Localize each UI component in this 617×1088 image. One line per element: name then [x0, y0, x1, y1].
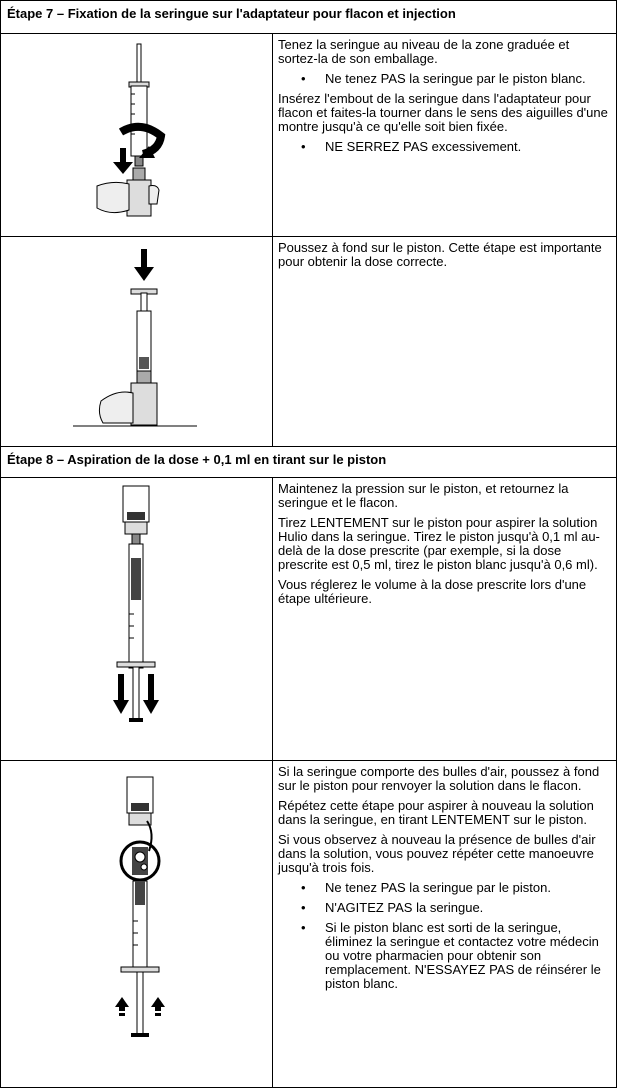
step7-row1-b2: • NE SERREZ PAS excessivement.	[325, 140, 612, 154]
step8-row1-p3: Vous réglerez le volume à la dose prescrite lors d'une étape ultérieure.	[278, 577, 587, 606]
step7-row2-text	[272, 236, 617, 447]
step8-header	[0, 446, 617, 478]
step7-row1-p1: Tenez la seringue au niveau de la zone graduée et sortez-la de son emballage.	[278, 37, 570, 66]
step8-row2-b1: • Ne tenez PAS la seringue par le piston.	[325, 881, 612, 895]
remove-bubbles-illustration	[1, 761, 272, 1087]
step8-row2-p1: Si la seringue comporte des bulles d'air, poussez à fond sur le piston pour renvoyer la solution dans le flacon.	[278, 764, 600, 793]
step7-row1-p2: Insérez l'embout de la seringue dans l'adaptateur pour flacon et faites-la tourner dans le sens des aiguilles d'une montre jusqu'à ce qu'elle soit bien fixée.	[278, 91, 608, 134]
step8-row2-illustration	[0, 760, 273, 1088]
step8-title: Étape 8 – Aspiration de la dose + 0,1 ml en tirant sur le piston	[7, 452, 387, 467]
step7-row2-illustration	[0, 236, 273, 447]
step8-row1-p2: Tirez LENTEMENT sur le piston pour aspirer la solution Hulio dans la seringue. Tirez le piston jusqu'à 0,1 ml au-delà de la dose prescrite (par exemple, si la dose prescrite est 0,5 ml, tirez le piston blanc jusqu'à 0,6 ml).	[278, 515, 600, 572]
step7-header	[0, 0, 617, 34]
step8-row1-illustration	[0, 477, 273, 761]
step7-row2-p1: Poussez à fond sur le piston. Cette étape est importante pour obtenir la dose correcte.	[278, 240, 602, 269]
step7-row1-text	[272, 33, 617, 237]
syringe-attach-illustration	[1, 34, 272, 236]
step8-row1-text	[272, 477, 617, 761]
step8-row2-p3: Si vous observez à nouveau la présence de bulles d'air dans la solution, vous pouvez répéter cette manoeuvre jusqu'à trois fois.	[278, 832, 596, 875]
step8-row2-text	[272, 760, 617, 1088]
step8-row2-b2: • N'AGITEZ PAS la seringue.	[325, 901, 612, 915]
step8-row1-p1: Maintenez la pression sur le piston, et retournez la seringue et le flacon.	[278, 481, 569, 510]
step7-row1-illustration	[0, 33, 273, 237]
draw-dose-illustration	[1, 478, 272, 760]
push-plunger-illustration	[1, 237, 272, 446]
step8-row2-b3: • Si le piston blanc est sorti de la seringue, éliminez la seringue et contactez votre médecin ou votre pharmacien pour obtenir son remplacement. N'ESSAYEZ PAS de réinsérer le piston blanc.	[325, 921, 612, 991]
step7-row1-b1: • Ne tenez PAS la seringue par le piston blanc.	[325, 72, 612, 86]
step8-row2-p2: Répétez cette étape pour aspirer à nouveau la solution dans la seringue, en tirant LENTEMENT sur le piston.	[278, 798, 594, 827]
step7-title: Étape 7 – Fixation de la seringue sur l'adaptateur pour flacon et injection	[7, 6, 456, 21]
